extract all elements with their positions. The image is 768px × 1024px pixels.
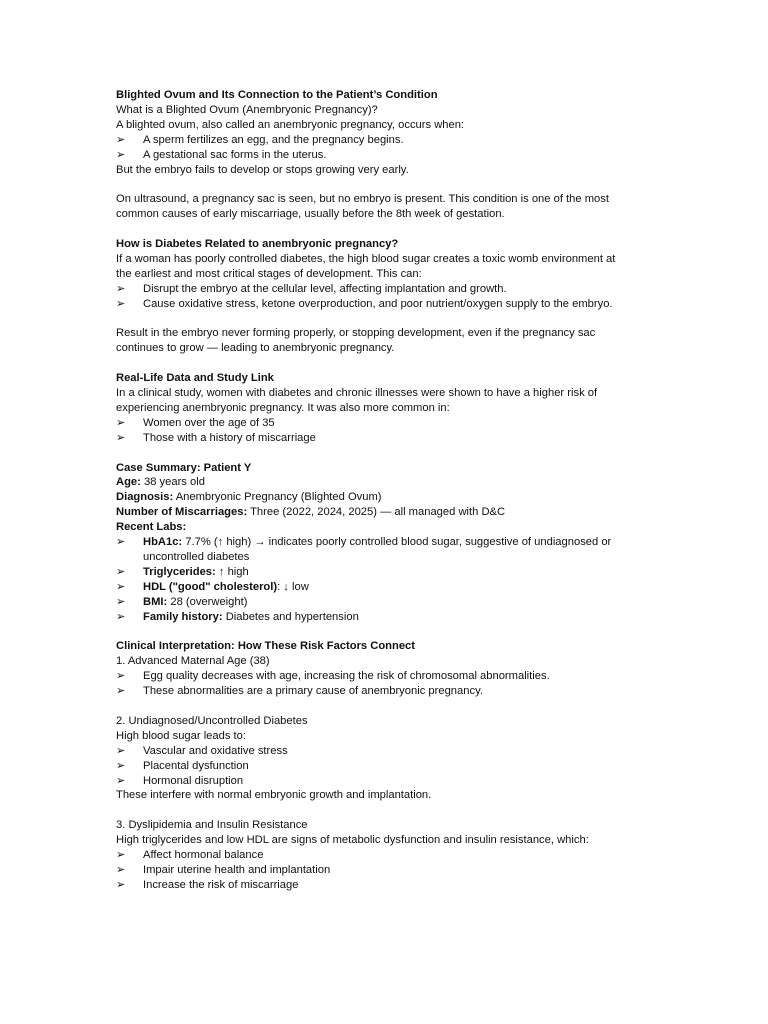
list-item: ➢ Placental dysfunction (116, 759, 249, 772)
bullet-list (116, 848, 656, 893)
arrow-bullet-icon: ➢ (116, 580, 126, 593)
labs-list (116, 535, 656, 624)
paragraph-line: In a clinical study, women with diabetes and chronic illnesses were shown to have a higher risk of (116, 387, 598, 400)
list-item: ➢ Cause oxidative stress, ketone overproduction, and poor nutrient/oxygen supply to the embryo. (116, 297, 613, 310)
paragraph-line: A blighted ovum, also called an anembryonic pregnancy, occurs when: (116, 118, 465, 131)
document-body (116, 88, 656, 893)
subsection-title: 3. Dyslipidemia and Insulin Resistance (116, 819, 308, 832)
list-item: ➢ Increase the risk of miscarriage (116, 878, 299, 891)
arrow-bullet-icon: ➢ (116, 744, 126, 757)
arrow-bullet-icon: ➢ (116, 148, 126, 161)
arrow-bullet-icon: ➢ (116, 670, 126, 683)
field-age: Age: 38 years old (116, 476, 205, 489)
arrow-bullet-icon: ➢ (116, 849, 126, 862)
list-item: ➢ BMI: 28 (overweight) (116, 595, 248, 608)
section-heading-study-link: Real-Life Data and Study Link (116, 372, 274, 385)
subsection-title: 1. Advanced Maternal Age (38) (116, 655, 270, 668)
paragraph-line: High triglycerides and low HDL are signs of metabolic dysfunction and insulin resistance, which: (116, 834, 589, 847)
field-recent-labs: Recent Labs: (116, 521, 187, 534)
arrow-bullet-icon: ➢ (116, 536, 126, 549)
subsection-title: 2. Undiagnosed/Uncontrolled Diabetes (116, 714, 308, 727)
arrow-bullet-icon: ➢ (116, 282, 126, 295)
list-item: ➢ Vascular and oxidative stress (116, 744, 288, 757)
list-item: ➢ Affect hormonal balance (116, 849, 264, 862)
arrow-bullet-icon: ➢ (116, 878, 126, 891)
list-item: ➢ Impair uterine health and implantation (116, 864, 331, 876)
bullet-list (116, 282, 656, 312)
list-item: ➢ A sperm fertilizes an egg, and the pregnancy begins. (116, 133, 404, 146)
arrow-bullet-icon: ➢ (116, 133, 126, 146)
list-item: ➢ A gestational sac forms in the uterus. (116, 148, 327, 161)
paragraph-line: These interfere with normal embryonic growth and implantation. (116, 789, 432, 802)
arrow-bullet-icon: ➢ (116, 565, 126, 578)
bullet-list (116, 744, 656, 789)
paragraph-line: experiencing anembryonic pregnancy. It was also more common in: (116, 401, 450, 414)
section-heading-diabetes: How is Diabetes Related to anembryonic pregnancy? (116, 238, 399, 251)
bullet-list (116, 669, 656, 699)
paragraph-line: Result in the embryo never forming properly, or stopping development, even if the pregnancy sac (116, 327, 596, 340)
list-item: ➢ Hormonal disruption (116, 774, 244, 787)
list-item: ➢ HbA1c: 7.7% (↑ high) → indicates poorly controlled blood sugar, suggestive of undiagnosed or uncontrolled diabetes (116, 536, 612, 564)
question-line: What is a Blighted Ovum (Anembryonic Pregnancy)? (116, 103, 378, 116)
paragraph-line: continues to grow — leading to anembryonic pregnancy. (116, 342, 395, 355)
bullet-list (116, 133, 656, 163)
arrow-bullet-icon: ➢ (116, 416, 126, 429)
arrow-bullet-icon: ➢ (116, 864, 126, 876)
list-item: ➢ These abnormalities are a primary cause of anembryonic pregnancy. (116, 685, 483, 698)
paragraph-line: If a woman has poorly controlled diabetes, the high blood sugar creates a toxic womb environment at (116, 252, 616, 265)
section-heading-blighted-ovum: Blighted Ovum and Its Connection to the Patient’s Condition (116, 89, 438, 101)
list-item: ➢ Women over the age of 35 (116, 416, 275, 429)
list-item: ➢ Egg quality decreases with age, increasing the risk of chromosomal abnormalities. (116, 670, 550, 683)
list-item: ➢ Triglycerides: ↑ high (116, 565, 249, 578)
arrow-bullet-icon: ➢ (116, 774, 126, 787)
arrow-bullet-icon: ➢ (116, 610, 126, 623)
list-item: ➢ HDL ("good" cholesterol): ↓ low (116, 580, 309, 593)
section-heading-clinical-interpretation: Clinical Interpretation: How These Risk Factors Connect (116, 640, 416, 653)
list-item: ➢ Those with a history of miscarriage (116, 431, 316, 444)
paragraph-line: But the embryo fails to develop or stops growing very early. (116, 163, 409, 176)
arrow-bullet-icon: ➢ (116, 431, 126, 444)
arrow-bullet-icon: ➢ (116, 759, 126, 772)
paragraph-line: the earliest and most critical stages of development. This can: (116, 267, 422, 280)
paragraph-line: common causes of early miscarriage, usually before the 8th week of gestation. (116, 208, 505, 221)
paragraph-line: On ultrasound, a pregnancy sac is seen, but no embryo is present. This condition is one of the most (116, 193, 609, 206)
section-heading-case-summary: Case Summary: Patient Y (116, 461, 252, 474)
field-miscarriages: Number of Miscarriages: Three (2022, 2024, 2025) — all managed with D&C (116, 506, 506, 519)
bullet-list (116, 416, 656, 446)
field-diagnosis: Diagnosis: Anembryonic Pregnancy (Blighted Ovum) (116, 491, 382, 504)
list-item: ➢ Disrupt the embryo at the cellular level, affecting implantation and growth. (116, 282, 507, 295)
arrow-bullet-icon: ➢ (116, 297, 126, 310)
paragraph-line: High blood sugar leads to: (116, 729, 246, 742)
arrow-bullet-icon: ➢ (116, 595, 126, 608)
arrow-bullet-icon: ➢ (116, 685, 126, 698)
list-item: ➢ Family history: Diabetes and hypertension (116, 610, 359, 623)
